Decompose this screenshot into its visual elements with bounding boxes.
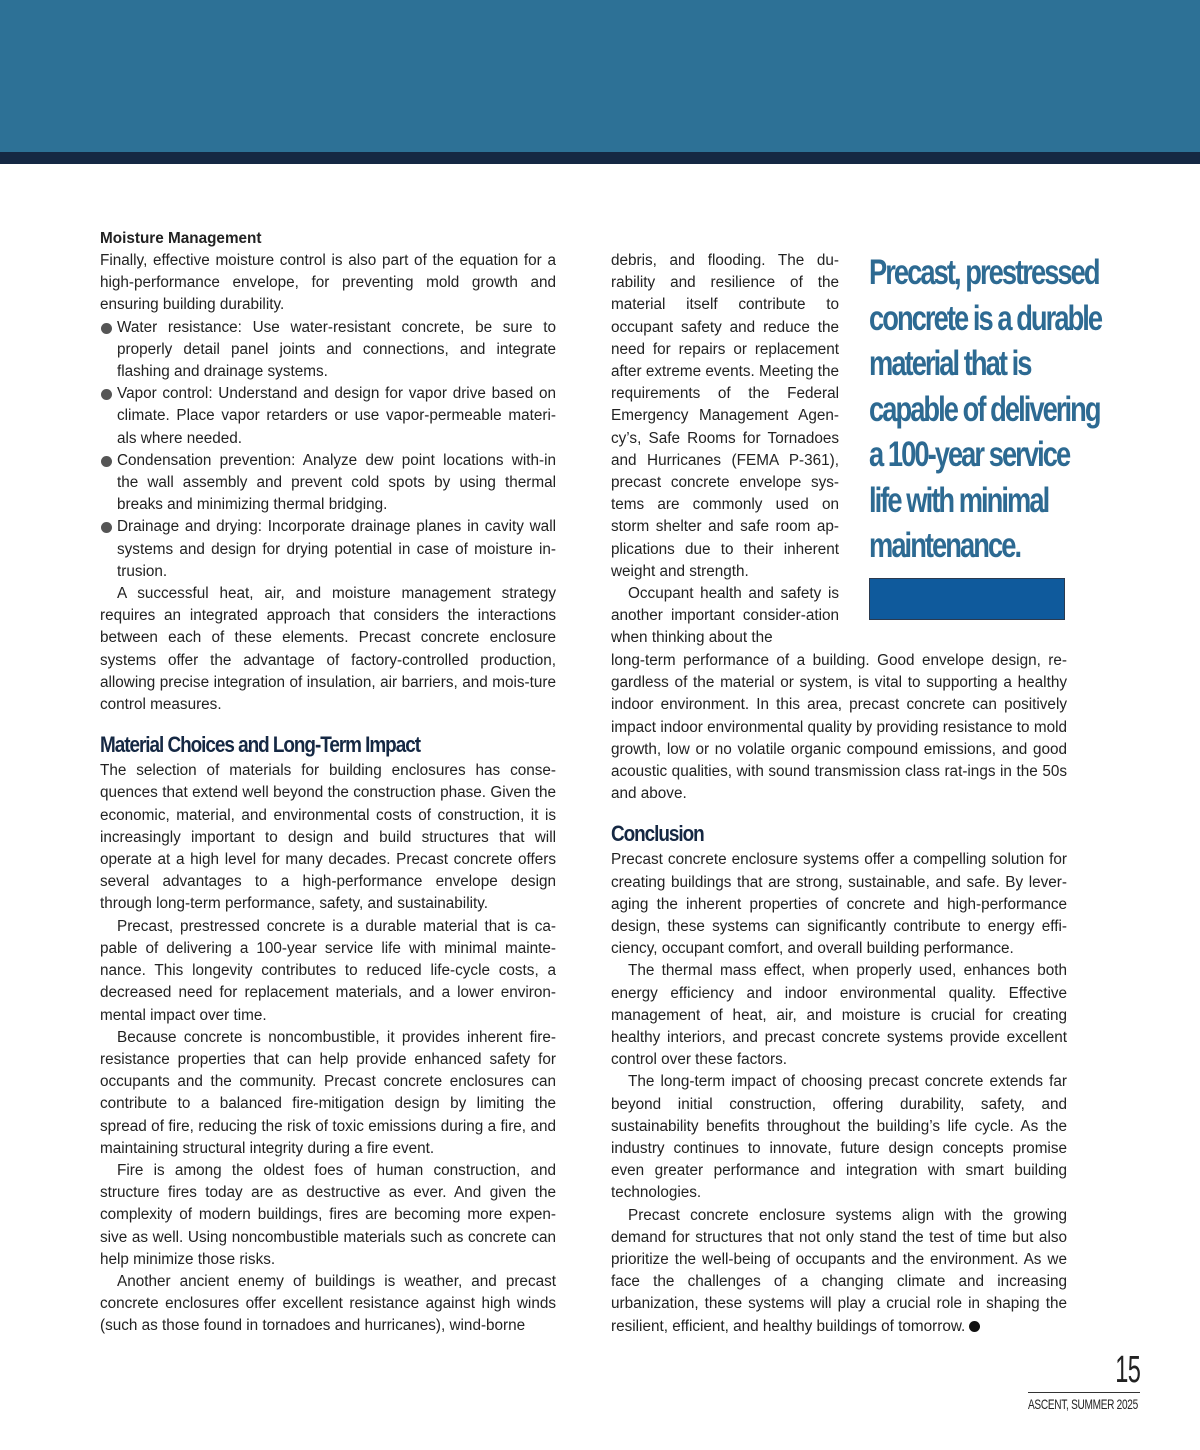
page-number: 15 [1115, 1349, 1140, 1391]
bullet-item [100, 317, 556, 384]
pull-quote-line: Precast, prestressed [869, 253, 1099, 292]
publication-folio: ASCENT, SUMMER 2025 [1028, 1396, 1138, 1412]
paragraph: long-term performance of a building. Good envelope design, re-gardless of the material or system, is vital to supporting a healthy indoor environment. In this area, precast concrete can positively impact indoor environmental quality by providing resistance to mold growth, low or no volatile organic compound emissions, and good acoustic qualities, with sound transmission class rat-ings in the 50s and above. [611, 652, 1067, 803]
pull-quote-line: concrete is a durable [869, 298, 1102, 338]
paragraph: Precast, prestressed concrete is a durable material that is ca-pable of delivering a 100-year service life with minimal mainte-nance. This longevity contributes to reduced life-cycle costs, a decreased need for replacement materials, and a lower environ-mental impact over time. [100, 917, 556, 1024]
paragraph: The thermal mass effect, when properly used, enhances both energy efficiency and indoor environmental quality. Effective management of heat, air, and moisture is crucial for creating healthy interiors, and precast concrete systems provide excellent control over these factors. [611, 962, 1067, 1069]
pull-quote-line: material that is [869, 344, 1031, 383]
pull-quote-line: a 100-year service [869, 435, 1070, 474]
pull-quote-line: maintenance. [869, 526, 1021, 565]
moisture-intro: Finally, effective moisture control is also part of the equation for a high-performance envelope, for preventing mold growth and ensuring building durability. [100, 252, 556, 314]
bullet-text: Condensation prevention: Analyze dew point locations with-in the wall assembly and prevent cold spots by using thermal breaks and minimizing thermal bridging. [117, 451, 556, 514]
bullet-icon [101, 522, 112, 533]
conclusion-heading: Conclusion [611, 821, 704, 847]
pull-quote-line: life with minimal [869, 480, 1049, 520]
end-mark-icon [969, 1321, 980, 1332]
moisture-bullet-list [100, 317, 556, 583]
folio-divider [1028, 1392, 1140, 1393]
paragraph [611, 1205, 1067, 1338]
material-heading: Material Choices and Long-Term Impact [100, 732, 420, 758]
right-column-narrow [611, 250, 839, 650]
bullet-icon [101, 323, 112, 334]
bullet-item [100, 516, 556, 583]
paragraph: The selection of materials for building enclosures has conse-quences that extend well beyond the construction phase. Given the economic, material, and environmental costs of construction, it is increasingly important to design and build structures that will operate at a high level for many decades. Precast concrete offers several advantages to a high-performance envelope design through long-term performance, safety, and sustainability. [100, 762, 556, 913]
paragraph: Another ancient enemy of buildings is weather, and precast concrete enclosures offer excellent resistance against high winds (such as those found in tornadoes and hurricanes), wind-borne [100, 1272, 556, 1335]
final-paragraph-text: Precast concrete enclosure systems align with the growing demand for structures that not only stand the test of time but also prioritize the well-being of occupants and the environment. As we face the challenges of a changing climate and increasing urbanization, these systems will play a crucial role in shaping the resilient, efficient, and healthy buildings of tomorrow. [611, 1206, 1067, 1335]
moisture-heading: Moisture Management [100, 230, 262, 247]
right-column-full [611, 650, 1067, 1338]
bullet-icon [101, 456, 112, 467]
left-column [100, 228, 556, 1338]
bullet-item [100, 383, 556, 450]
pull-quote [869, 250, 1102, 569]
paragraph: Because concrete is noncombustible, it provides inherent fire-resistance properties that can help provide enhanced safety for occupants and the community. Precast concrete enclosures can contribute to a balanced fire-mitigation design by limiting the spread of fire, reducing the risk of toxic emissions during a fire, and maintaining structural integrity during a fire event. [100, 1028, 556, 1157]
bullet-item [100, 450, 556, 517]
paragraph: Precast concrete enclosure systems offer a compelling solution for creating buildings that are strong, sustainable, and safe. By lever-aging the inherent properties of concrete and high-performance design, these systems can significantly contribute to energy effi-ciency, occupant comfort, and overall building performance. [611, 851, 1067, 958]
header-banner [0, 0, 1200, 152]
bullet-icon [101, 389, 112, 400]
paragraph: Fire is among the oldest foes of human construction, and structure fires today are as destructive as ever. And given the complexity of modern buildings, fires are becoming more expen-sive as well. Using noncombustible materials such as concrete can help minimize those risks. [100, 1161, 556, 1268]
paragraph: debris, and flooding. The du-rability and resilience of the material itself contribute to occupant safety and reduce the need for repairs or replacement after extreme events. Meeting the requirements of the Federal Emergency Management Agen-cy’s, Safe Rooms for Tornadoes and Hurricanes (FEMA P-361), precast concrete envelope sys-tems are commonly used on storm shelter and safe room ap-plications due to their inherent weight and strength. [611, 252, 839, 580]
paragraph: The long-term impact of choosing precast concrete extends far beyond initial construction, offering durability, safety, and sustainability benefits throughout the building’s life cycle. As the industry continues to innovate, future design concepts promise even greater performance and integration with smart building technologies. [611, 1073, 1067, 1202]
bullet-text: Drainage and drying: Incorporate drainage planes in cavity wall systems and design for drying potential in case of moisture in-trusion. [117, 518, 556, 580]
pull-quote-accent-box [869, 578, 1065, 620]
header-stripe [0, 152, 1200, 164]
paragraph: Occupant health and safety is another important consider-ation when thinking about the [611, 585, 839, 647]
pull-quote-line: capable of delivering [869, 389, 1100, 429]
paragraph: A successful heat, air, and moisture management strategy requires an integrated approach that considers the interactions between each of these elements. Precast concrete enclosure systems offer the advantage of factory-controlled production, allowing precise integration of insulation, air barriers, and mois-ture control measures. [100, 585, 556, 714]
bullet-text: Vapor control: Understand and design for vapor drive based on climate. Place vapor retarders or use vapor-permeable materi-als where needed. [117, 385, 556, 447]
bullet-text: Water resistance: Use water-resistant concrete, be sure to properly detail panel joints and connections, and integrate flashing and drainage systems. [117, 318, 556, 381]
